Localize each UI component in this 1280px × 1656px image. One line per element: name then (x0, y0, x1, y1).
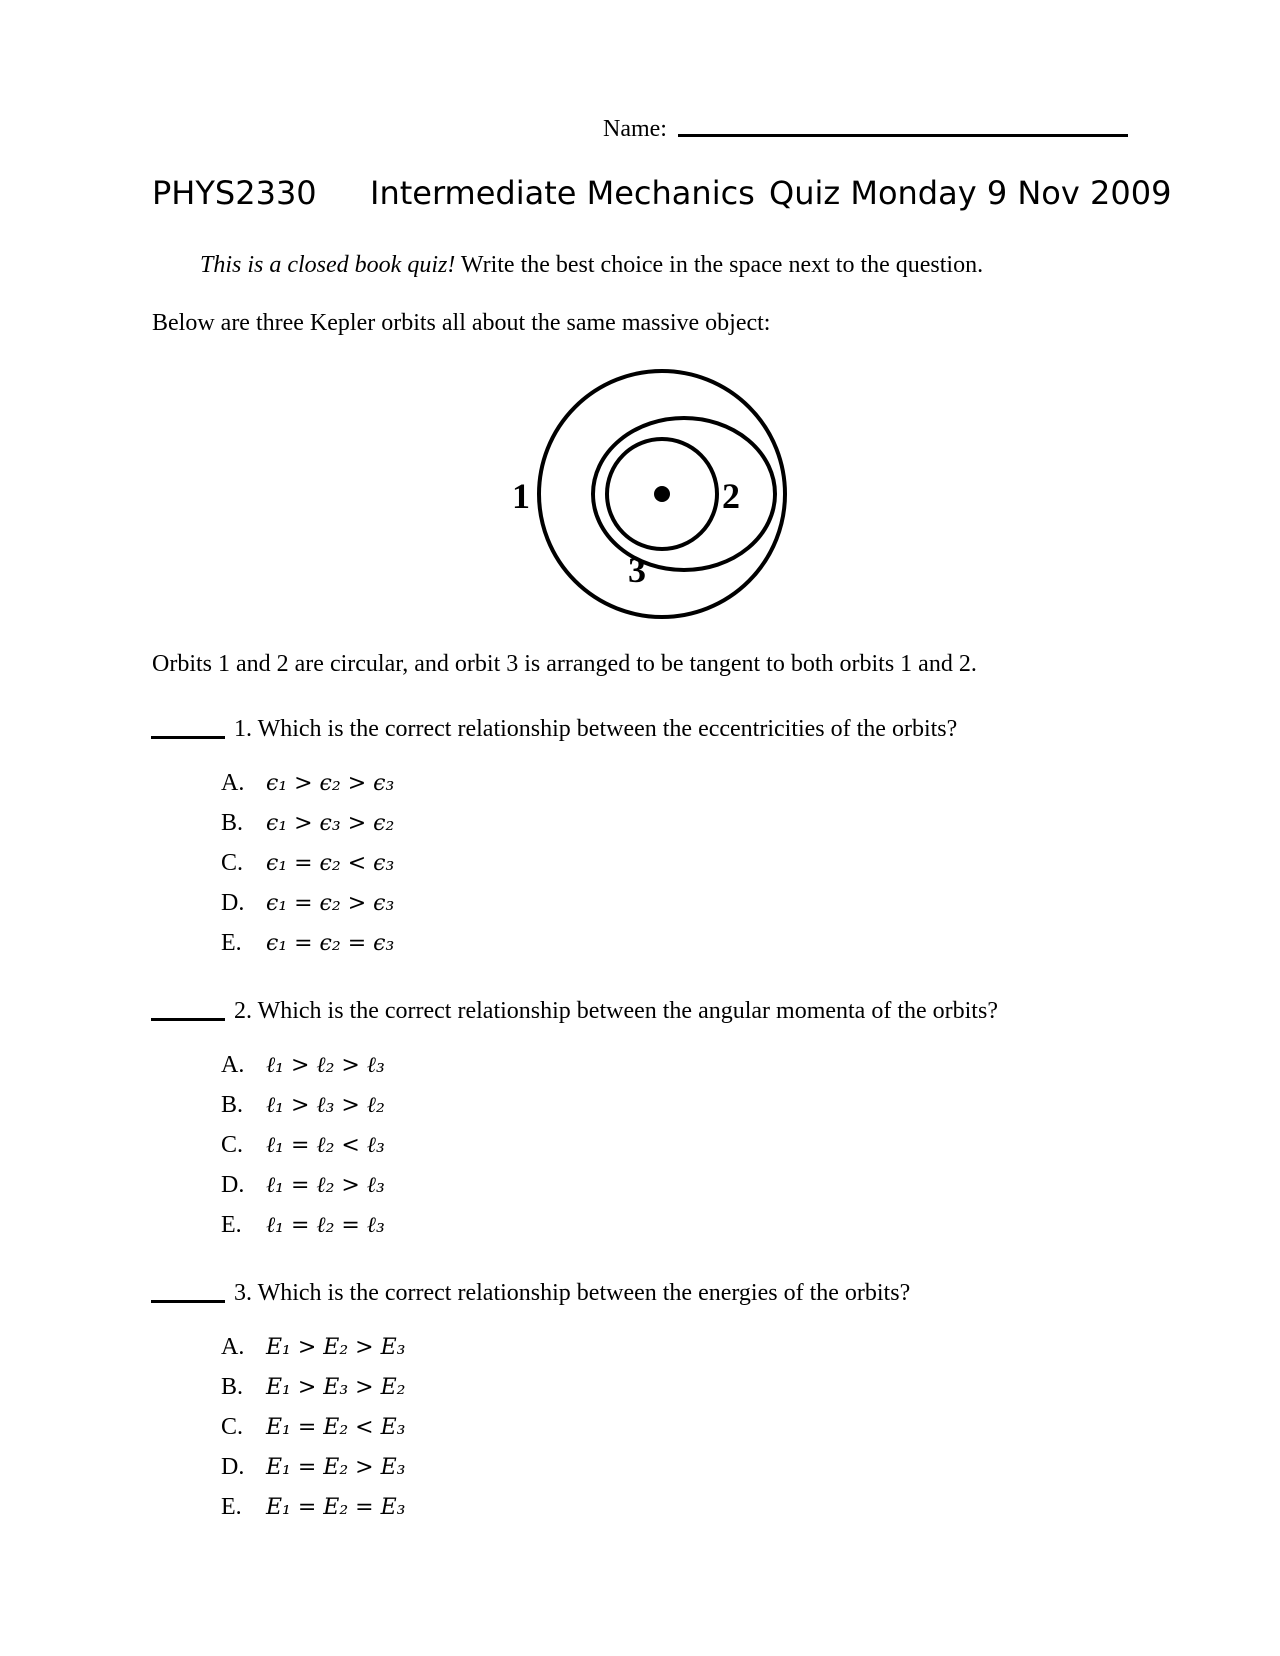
q2-option-a: A. ℓ₁ > ℓ₂ > ℓ₃ (221, 1052, 385, 1078)
quiz-date: Quiz Monday 9 Nov 2009 (769, 174, 1172, 212)
instructions (200, 252, 983, 279)
orbits-description: Orbits 1 and 2 are circular, and orbit 3 is arranged to be tangent to both orbits 1 and 2. (152, 651, 977, 677)
kepler-orbits-diagram (500, 360, 800, 626)
central-mass (654, 486, 670, 502)
q2-option-c: C. ℓ₁ = ℓ₂ < ℓ₃ (221, 1132, 385, 1158)
setup-text: Below are three Kepler orbits all about the same massive object: (152, 310, 771, 336)
q2-option-e: E. ℓ₁ = ℓ₂ = ℓ₃ (221, 1212, 385, 1238)
q1-option-d: D. ϵ₁ = ϵ₂ > ϵ₃ (221, 890, 395, 916)
q1-option-c: C. ϵ₁ = ϵ₂ < ϵ₃ (221, 850, 395, 876)
label-orbit-1: 1 (512, 476, 530, 516)
instructions-emphasis: This is a closed book quiz! (200, 252, 456, 278)
label-orbit-2: 2 (722, 476, 740, 516)
course-code: PHYS2330 (152, 174, 317, 212)
answer-blank-2[interactable] (151, 1018, 225, 1021)
q3-option-e: E. E₁ = E₂ = E₃ (221, 1494, 406, 1520)
question-3-text: 3. Which is the correct relationship between the energies of the orbits? (234, 1280, 911, 1306)
q3-option-c: C. E₁ = E₂ < E₃ (221, 1414, 406, 1440)
course-title: Intermediate Mechanics (370, 174, 755, 212)
answer-blank-1[interactable] (151, 736, 225, 739)
instructions-rest: Write the best choice in the space next to the question. (455, 252, 984, 278)
label-orbit-3: 3 (628, 550, 646, 590)
q1-option-e: E. ϵ₁ = ϵ₂ = ϵ₃ (221, 930, 395, 956)
orbit-3-ellipse (593, 418, 775, 570)
question-1-text: 1. Which is the correct relationship between the eccentricities of the orbits? (234, 716, 958, 742)
name-blank[interactable] (678, 134, 1128, 137)
q3-option-d: D. E₁ = E₂ > E₃ (221, 1454, 406, 1480)
q3-option-b: B. E₁ > E₃ > E₂ (221, 1374, 406, 1400)
q2-option-b: B. ℓ₁ > ℓ₃ > ℓ₂ (221, 1092, 385, 1118)
answer-blank-3[interactable] (151, 1300, 225, 1303)
q2-option-d: D. ℓ₁ = ℓ₂ > ℓ₃ (221, 1172, 385, 1198)
question-2-text: 2. Which is the correct relationship between the angular momenta of the orbits? (234, 998, 998, 1024)
q1-option-a: A. ϵ₁ > ϵ₂ > ϵ₃ (221, 770, 395, 796)
q1-option-b: B. ϵ₁ > ϵ₃ > ϵ₂ (221, 810, 395, 836)
name-label: Name: (603, 116, 667, 142)
q3-option-a: A. E₁ > E₂ > E₃ (221, 1334, 406, 1360)
